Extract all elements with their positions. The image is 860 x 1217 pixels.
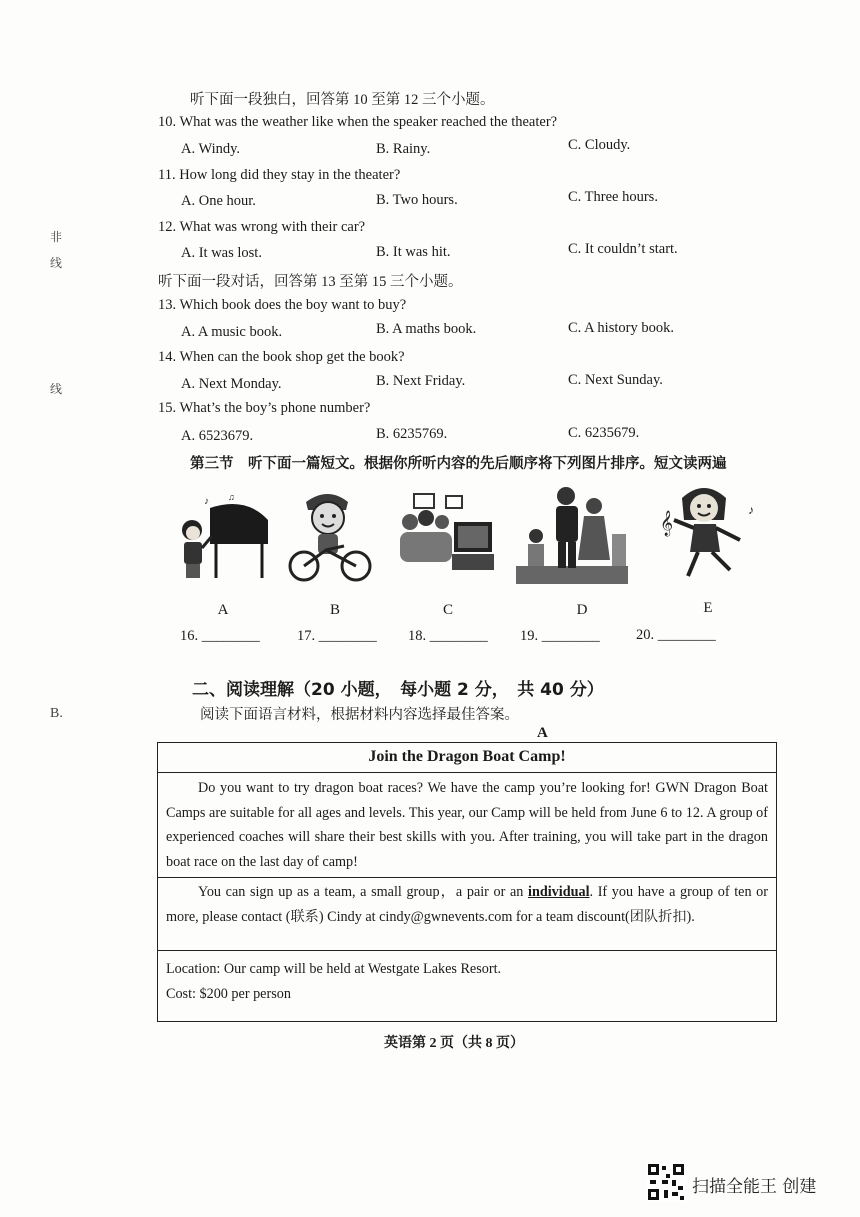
margin-mark-4: B. xyxy=(50,706,63,721)
family-tv-picture xyxy=(394,492,498,576)
answer-blank-18[interactable]: 18. ________ xyxy=(408,628,488,644)
picture-label-b: B xyxy=(329,602,340,618)
answer-blank-16[interactable]: 16. ________ xyxy=(180,628,260,644)
picture-label-a: A xyxy=(217,602,229,618)
q13-option-b: B. A maths book. xyxy=(376,321,477,337)
margin-mark-2: 线 xyxy=(50,256,63,270)
margin-mark-3: 线 xyxy=(50,382,63,396)
page-footer: 英语第 2 页（共 8 页） xyxy=(384,1036,524,1051)
passage-paragraph-1: Do you want to try dragon boat races? We have the camp you’re looking for! GWN Dragon Boat Camps are suitable for all ages and levels. This year, our Camp will be held from June 6 to 12. A group of experienced coaches will share their best skills with you. After training, you will take part in the dragon boat race on the last day of camp! xyxy=(166,780,768,870)
question-15: 15. What’s the boy’s phone number? xyxy=(158,400,371,416)
svg-text:♫: ♫ xyxy=(228,492,235,502)
q15-option-a: A. 6523679. xyxy=(181,428,254,444)
instruction-monologue: 听下面一段独白，回答第 10 至第 12 三个小题。 xyxy=(190,92,495,108)
instruction-dialogue: 听下面一段对话，回答第 13 至第 15 三个小题。 xyxy=(158,274,463,290)
passage-paragraph-2: You can sign up as a team, a small group，a pair or an individual. If you have a group of ten or more, please contact (联系) Cindy at cindy@gwnevents.com for a team discount(团队折扣). xyxy=(166,884,768,925)
paragraph-divider-1 xyxy=(158,877,776,878)
family-dancing-picture xyxy=(516,484,628,584)
q10-option-c: C. Cloudy. xyxy=(568,137,631,153)
cyclist-picture xyxy=(284,488,376,584)
q14-option-a: A. Next Monday. xyxy=(181,376,282,392)
answer-blank-20[interactable]: 20. ________ xyxy=(636,627,716,643)
q12-option-b: B. It was hit. xyxy=(376,244,451,260)
scanner-watermark: 扫描全能王 创建 xyxy=(692,1177,817,1197)
q13-option-c: C. A history book. xyxy=(568,320,674,336)
girl-singing-picture xyxy=(660,480,756,580)
paragraph-divider-2 xyxy=(158,950,776,951)
qr-code-icon xyxy=(646,1162,686,1202)
q11-option-c: C. Three hours. xyxy=(568,189,658,205)
passage-letter: A xyxy=(537,725,548,741)
svg-text:♪: ♪ xyxy=(748,503,754,517)
title-divider xyxy=(158,772,776,773)
question-11: 11. How long did they stay in the theater? xyxy=(158,167,401,183)
q14-option-b: B. Next Friday. xyxy=(376,373,466,389)
answer-blank-19[interactable]: 19. ________ xyxy=(520,628,600,644)
passage-box xyxy=(157,742,777,1022)
q12-option-c: C. It couldn’t start. xyxy=(568,241,678,257)
question-13: 13. Which book does the boy want to buy? xyxy=(158,297,407,313)
question-14: 14. When can the book shop get the book? xyxy=(158,349,405,365)
reading-instruction: 阅读下面语言材料，根据材料内容选择最佳答案。 xyxy=(200,707,519,723)
reading-part-title: 二、阅读理解（20 小题， 每小题 2 分， 共 40 分） xyxy=(192,680,604,700)
piano-player-picture xyxy=(176,490,272,584)
margin-mark-1: 非 xyxy=(50,230,63,244)
q15-option-b: B. 6235769. xyxy=(376,426,448,442)
picture-label-e: E xyxy=(703,600,713,616)
underlined-word-individual: individual xyxy=(528,884,590,900)
passage-cost: Cost: $200 per person xyxy=(166,986,291,1002)
question-10: 10. What was the weather like when the speaker reached the theater? xyxy=(158,114,558,130)
q11-option-b: B. Two hours. xyxy=(376,192,458,208)
q11-option-a: A. One hour. xyxy=(181,193,256,209)
passage-title: Join the Dragon Boat Camp! xyxy=(368,748,566,765)
question-12: 12. What was wrong with their car? xyxy=(158,219,366,235)
svg-text:𝄞: 𝄞 xyxy=(660,510,674,535)
svg-text:♪: ♪ xyxy=(204,496,209,507)
q10-option-b: B. Rainy. xyxy=(376,141,431,157)
answer-blank-17[interactable]: 17. ________ xyxy=(297,628,377,644)
picture-label-c: C xyxy=(442,602,453,618)
section-3-instruction: 第三节 听下面一篇短文。根据你所听内容的先后顺序将下列图片排序。短文读两遍 xyxy=(190,456,727,472)
passage-location: Location: Our camp will be held at Westgate Lakes Resort. xyxy=(166,961,502,977)
q13-option-a: A. A music book. xyxy=(181,324,283,340)
picture-label-d: D xyxy=(576,602,588,618)
q10-option-a: A. Windy. xyxy=(181,141,241,157)
q12-option-a: A. It was lost. xyxy=(181,245,262,261)
q14-option-c: C. Next Sunday. xyxy=(568,372,663,388)
q15-option-c: C. 6235679. xyxy=(568,425,640,441)
